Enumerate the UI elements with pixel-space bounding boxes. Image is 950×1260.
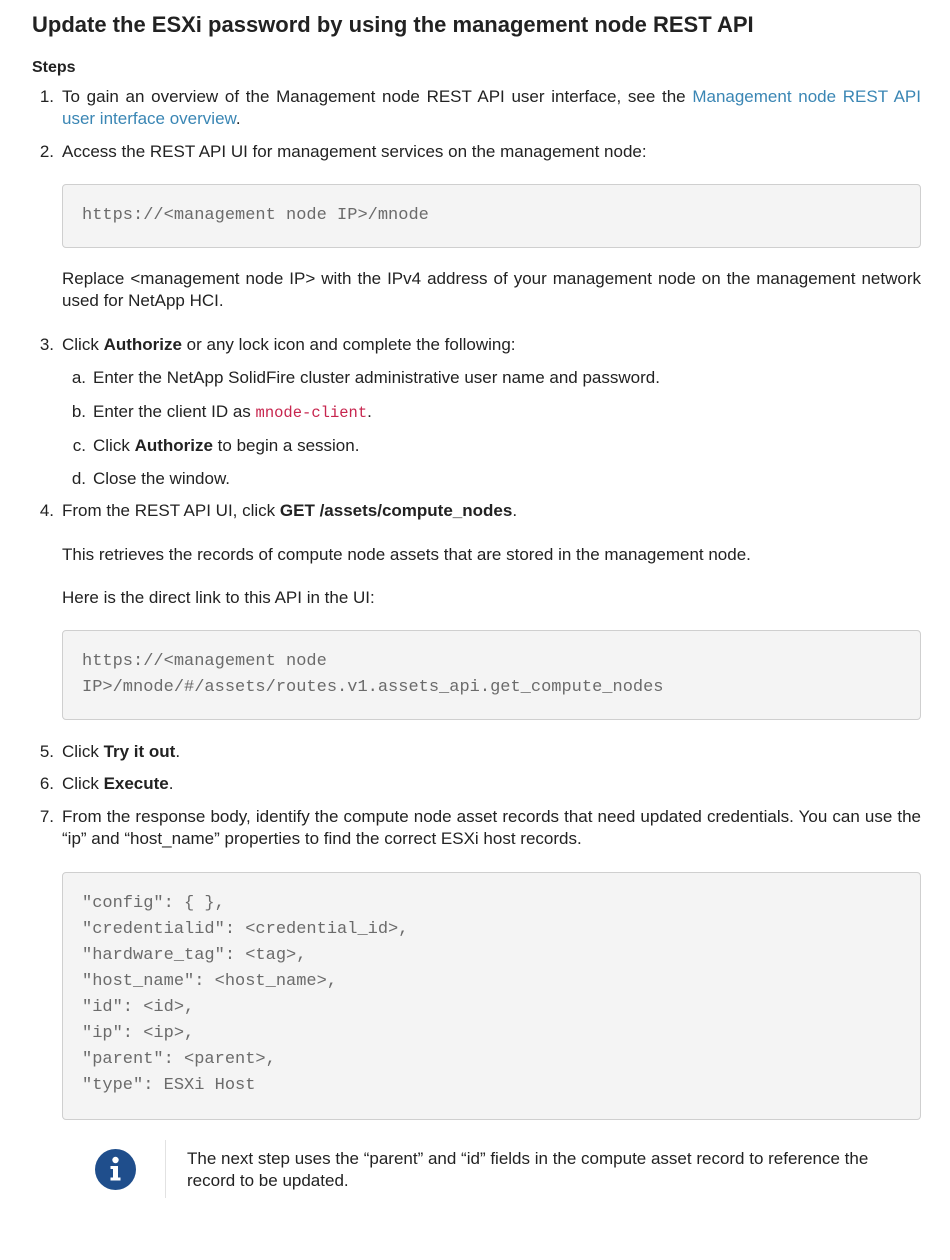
step-5-post: . [175, 742, 181, 761]
step-7-code-block [62, 872, 921, 1120]
step-3c-pre: Click [93, 436, 135, 455]
step-1-text-after: . [235, 109, 241, 128]
step-4-bold: GET /assets/compute_nodes [279, 501, 513, 520]
note-admonition [62, 1140, 921, 1200]
step-7-number: 7. [39, 807, 54, 826]
step-3a-text: Enter the NetApp SolidFire cluster administrative user name and password. [93, 368, 660, 387]
step-6-post: . [168, 774, 174, 793]
code-line: IP>/mnode/#/assets/routes.v1.assets_api.get_compute_nodes [82, 678, 664, 697]
step-2-number: 2. [39, 142, 54, 161]
client-id-code: mnode-client [255, 404, 368, 422]
step-3a-number: a. [71, 368, 86, 387]
step-2-code-block [62, 184, 921, 248]
step-3c-text [93, 435, 921, 457]
step-4-number: 4. [39, 501, 54, 520]
step-6-text [62, 773, 921, 795]
step-1-text [62, 86, 921, 130]
step-3-post: or any lock icon and complete the following: [181, 335, 516, 354]
step-6-pre: Click [62, 774, 104, 793]
step-5-bold: Try it out [103, 742, 176, 761]
steps-heading: Steps [32, 59, 76, 76]
info-icon-glyph [95, 1149, 136, 1190]
step-3-pre: Click [62, 335, 104, 354]
info-icon [95, 1149, 136, 1190]
step-2-after-text: Replace <management node IP> with the IPv4 address of your management node on the management network used for NetApp HCI. [62, 269, 921, 310]
step-5-text [62, 741, 921, 763]
code-line: "hardware_tag": <tag>, [82, 946, 307, 965]
step-5-number: 5. [39, 742, 54, 761]
step-4-link-intro: Here is the direct link to this API in the UI: [62, 588, 375, 607]
note-text: The next step uses the “parent” and “id” fields in the compute asset record to reference the record to be updated. [187, 1149, 869, 1190]
step-7-text: From the response body, identify the compute node asset records that need updated credentials. You can use the “ip” and “host_name” properties to find the correct ESXi host records. [62, 807, 921, 848]
note-divider [165, 1140, 166, 1198]
step-6-number: 6. [39, 774, 54, 793]
code-line: "ip": <ip>, [82, 1024, 195, 1043]
step-3-number: 3. [39, 335, 54, 354]
step-3d-number: d. [71, 469, 86, 488]
step-3c-bold: Authorize [134, 436, 213, 455]
page-title: Update the ESXi password by using the management node REST API [32, 12, 754, 37]
step-4-post: . [512, 501, 518, 520]
code-line: https://<management node IP>/mnode [82, 206, 429, 225]
management-node-api-overview-link[interactable]: Management node REST API user interface overview [62, 87, 921, 128]
step-3-text [62, 334, 921, 356]
step-4-code-block [62, 630, 921, 720]
code-line: https://<management node [82, 652, 327, 671]
code-line: "id": <id>, [82, 998, 195, 1017]
step-3c-post: to begin a session. [212, 436, 360, 455]
code-line: "type": ESXi Host [82, 1076, 256, 1095]
step-6-bold: Execute [103, 774, 169, 793]
code-line: "config": { }, [82, 894, 225, 913]
step-3b-text [93, 401, 921, 424]
step-3d-text: Close the window. [93, 469, 231, 488]
code-line: "credentialid": <credential_id>, [82, 920, 409, 939]
step-2-text: Access the REST API UI for management services on the management node: [62, 142, 647, 161]
step-3c-number: c. [72, 436, 86, 455]
step-4-description: This retrieves the records of compute node assets that are stored in the management node. [62, 545, 751, 564]
step-3-bold: Authorize [103, 335, 182, 354]
code-line: "parent": <parent>, [82, 1050, 276, 1069]
step-1-number: 1. [39, 87, 54, 106]
step-3b-number: b. [71, 402, 86, 421]
step-5-pre: Click [62, 742, 104, 761]
step-3b-pre: Enter the client ID as [93, 402, 256, 421]
step-3b-post: . [367, 402, 372, 421]
code-line: "host_name": <host_name>, [82, 972, 338, 991]
step-1-text-before: To gain an overview of the Management node REST API user interface, see the [62, 87, 693, 106]
step-4-pre: From the REST API UI, click [62, 501, 280, 520]
step-4-text [62, 500, 921, 522]
